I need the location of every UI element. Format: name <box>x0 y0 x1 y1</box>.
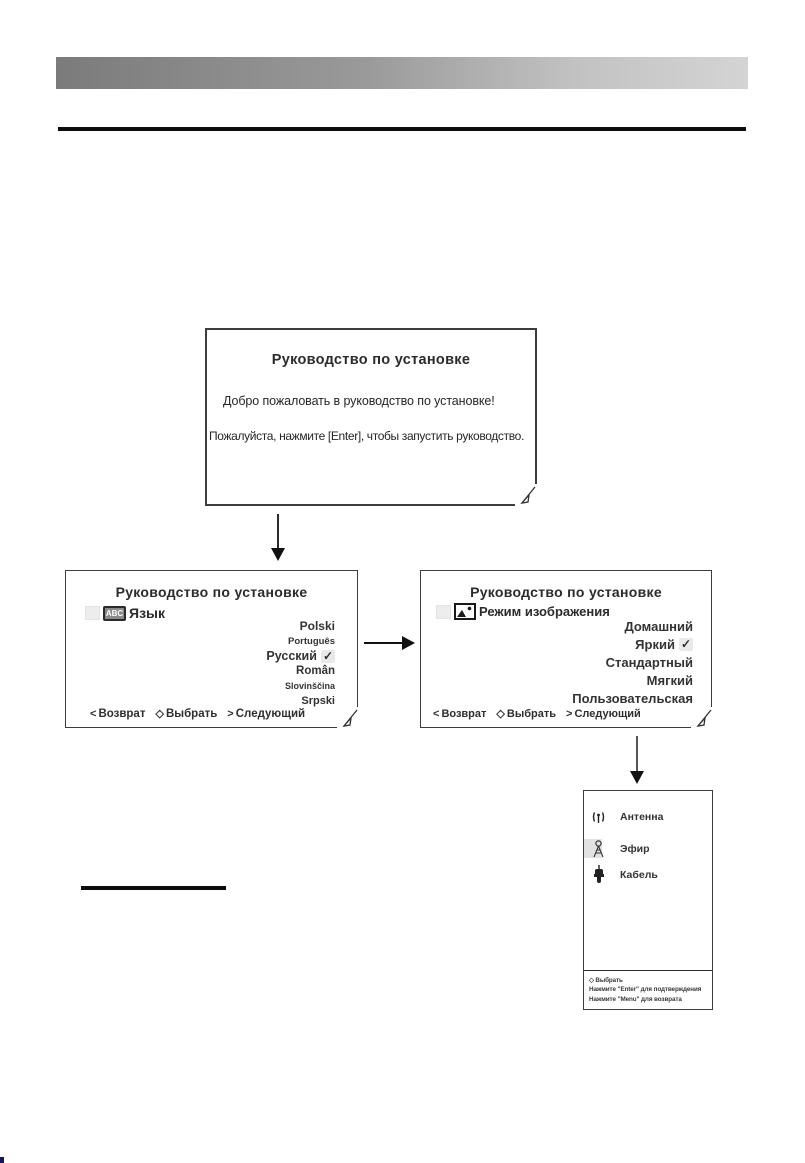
language-option: Slovinščina <box>284 681 335 691</box>
left-arrow-glyph: < <box>433 707 440 720</box>
footer-line-menu: Нажмите "Menu" для возврата <box>589 995 682 1003</box>
language-option: Polski <box>299 619 335 634</box>
screen-title: Руководство по установке <box>271 352 471 368</box>
antenna-header-label: Антенна <box>620 811 664 823</box>
checkmark-icon: ✓ <box>680 637 691 652</box>
scan-artifact <box>0 1157 4 1163</box>
picture-mode-option: Пользовательская <box>572 691 693 706</box>
broadcast-antenna-icon <box>590 809 607 825</box>
nav-next: > Следующий <box>227 707 306 720</box>
welcome-line-2: Пожалуйста, нажмите [Enter], чтобы запустить руководство. <box>209 429 524 443</box>
nav-select: ◇ Выбрать <box>155 707 218 720</box>
page-curl-icon <box>337 707 359 729</box>
air-source-label: Эфир <box>620 843 650 855</box>
picture-mode-option-selected: Яркий ✓ <box>635 637 691 653</box>
language-options-list <box>266 619 335 708</box>
cable-connector-icon <box>590 865 607 885</box>
diamond-glyph: ◇ <box>496 708 505 720</box>
nav-select: ◇ Выбрать <box>496 707 557 720</box>
air-source-row <box>590 840 650 858</box>
flow-arrow-down-1 <box>277 514 279 550</box>
ghost-square <box>436 605 451 619</box>
nav-back: < Возврат <box>433 707 487 720</box>
flow-arrow-right-head <box>402 636 415 650</box>
air-tower-icon <box>590 840 607 858</box>
language-item-label: Язык <box>129 605 165 621</box>
welcome-screen-box <box>205 328 537 506</box>
abc-language-icon: ABC <box>103 606 126 621</box>
language-screen-box <box>65 570 358 728</box>
language-option: Srpski <box>301 694 335 707</box>
flow-arrow-down-1-head <box>271 548 285 561</box>
screen-title: Руководство по установке <box>115 584 308 600</box>
welcome-line-1: Добро пожаловать в руководство по установке! <box>223 394 495 408</box>
right-arrow-glyph: > <box>227 707 234 720</box>
blank-heading-underline <box>81 886 226 890</box>
footer-nav <box>90 707 305 720</box>
screen-title: Руководство по установке <box>470 584 662 600</box>
footer-line-select: ◇ Выбрать <box>589 976 623 984</box>
antenna-screen-box <box>583 790 713 1010</box>
diamond-glyph: ◇ <box>155 708 164 720</box>
language-option: Português <box>288 635 335 647</box>
antenna-header-row <box>590 809 663 825</box>
nav-back: < Возврат <box>90 707 146 720</box>
left-arrow-glyph: < <box>90 707 97 720</box>
language-menu-item <box>85 605 165 621</box>
header-gradient-bar <box>56 57 748 89</box>
nav-next: > Следующий <box>566 707 641 720</box>
picture-mode-screen-box <box>420 570 712 728</box>
language-option: Român <box>296 665 335 678</box>
footer-separator <box>584 970 712 972</box>
right-arrow-glyph: > <box>566 707 573 720</box>
language-option-selected: Русский ✓ <box>266 648 333 664</box>
flow-arrow-down-2 <box>636 736 638 774</box>
ghost-square <box>85 606 100 620</box>
cable-source-row <box>590 865 658 885</box>
footer-line-enter: Нажмите "Enter" для подтверждения <box>589 986 702 993</box>
picture-mode-option: Домашний <box>624 619 693 635</box>
picture-mode-options-list <box>572 618 693 707</box>
header-rule <box>58 127 746 131</box>
picture-icon <box>454 603 476 620</box>
page-curl-icon <box>515 484 537 506</box>
antenna-footer-help <box>589 976 711 1005</box>
cable-source-label: Кабель <box>620 869 658 881</box>
page-curl-icon <box>691 707 713 729</box>
picture-mode-option: Стандартный <box>605 655 693 671</box>
checkmark-icon: ✓ <box>322 648 333 663</box>
flow-arrow-down-2-head <box>630 771 644 784</box>
flow-arrow-right <box>364 642 404 644</box>
footer-nav <box>433 707 641 720</box>
picture-mode-option: Мягкий <box>646 673 693 689</box>
picture-mode-item-label: Режим изображения <box>479 604 610 619</box>
